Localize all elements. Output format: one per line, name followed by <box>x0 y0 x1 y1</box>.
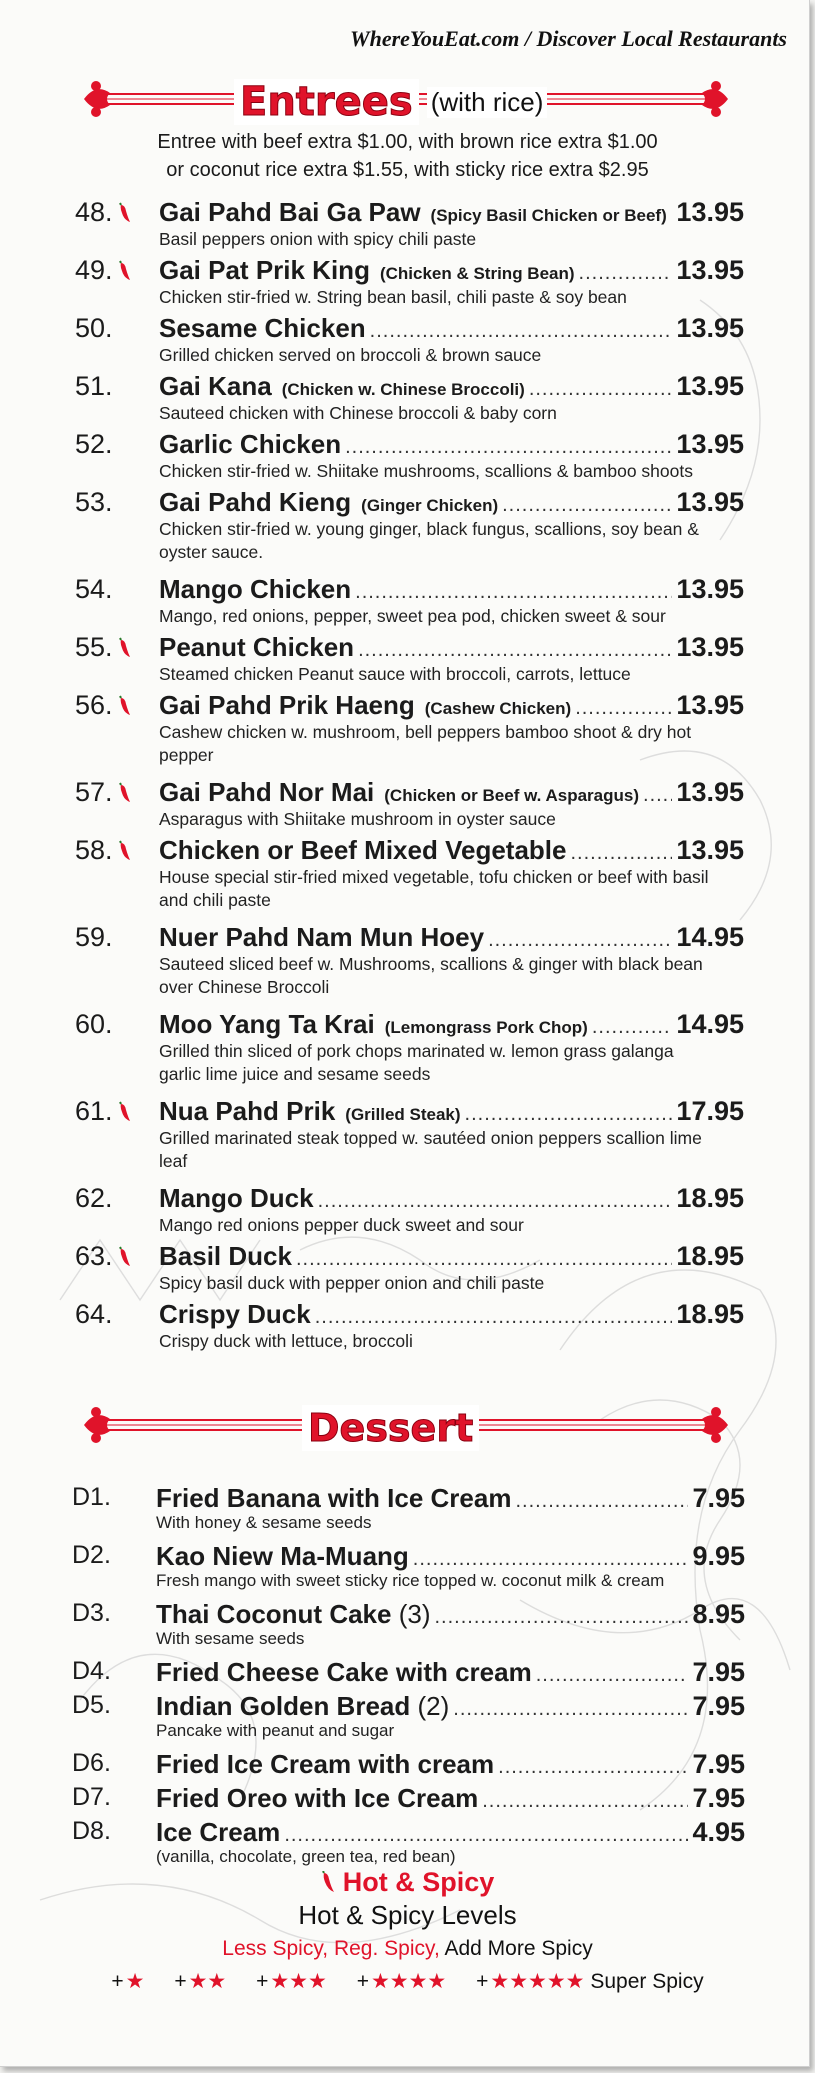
item-number: D4. <box>72 1657 111 1685</box>
item-description: Spicy basil duck with pepper onion and chili paste <box>159 1273 545 1293</box>
item-name: Fried Banana with Ice Cream <box>156 1483 512 1513</box>
item-title-line <box>159 1299 744 1330</box>
dot-leader <box>643 784 672 807</box>
item-name: Gai Pat Prik King <box>159 255 370 285</box>
dot-leader <box>315 1306 673 1329</box>
entree-list <box>0 197 810 1357</box>
item-title-line <box>159 777 744 808</box>
item-name: Gai Pahd Bai Ga Paw <box>159 197 421 227</box>
item-name: Gai Pahd Nor Mai <box>159 777 375 807</box>
star-icon: ★ <box>125 1970 145 1993</box>
item-name: Indian Golden Bread (2) <box>156 1691 450 1721</box>
item-title-line <box>159 313 744 344</box>
item-number: 54. <box>75 574 113 604</box>
item-description: Asparagus with Shiitake mushroom in oyster sauce <box>159 809 556 829</box>
item-price: 13.95 <box>676 197 744 227</box>
chili-pepper-icon <box>119 695 131 717</box>
item-number: D3. <box>72 1599 111 1627</box>
item-description: Chicken stir-fried w. Shiitake mushrooms, scallions & bamboo shoots <box>159 461 693 481</box>
item-name: Basil Duck <box>159 1241 292 1271</box>
item-title-line <box>156 1599 745 1630</box>
reg-spicy: Reg. Spicy, <box>333 1937 440 1960</box>
item-title-line <box>156 1657 745 1688</box>
menu-item[interactable] <box>0 777 810 835</box>
item-number: D5. <box>72 1691 111 1719</box>
menu-item[interactable] <box>0 1096 810 1183</box>
item-subtitle: (Spicy Basil Chicken or Beef) <box>430 206 667 225</box>
menu-item[interactable] <box>0 1299 810 1357</box>
menu-item[interactable] <box>0 1241 810 1299</box>
site-title[interactable]: WhereYouEat.com / Discover Local Restaurants <box>350 26 787 51</box>
menu-item[interactable] <box>0 922 810 1009</box>
menu-item[interactable] <box>0 690 810 777</box>
item-description: Pancake with peanut and sugar <box>156 1721 395 1740</box>
menu-item[interactable] <box>0 371 810 429</box>
item-title-line <box>159 197 744 228</box>
dot-leader <box>529 378 673 401</box>
dessert-item[interactable] <box>0 1783 810 1817</box>
item-title-line <box>156 1691 745 1722</box>
dot-leader <box>296 1248 672 1271</box>
dot-leader <box>482 1790 688 1813</box>
item-subtitle: (Grilled Steak) <box>345 1105 461 1124</box>
item-number: 59. <box>75 922 113 952</box>
chili-pepper-icon <box>119 782 131 804</box>
item-price: 18.95 <box>676 1183 744 1213</box>
item-title-line <box>156 1749 745 1780</box>
item-price: 13.95 <box>676 255 744 285</box>
item-name: Peanut Chicken <box>159 632 355 662</box>
dessert-item[interactable] <box>0 1483 810 1541</box>
item-number: D1. <box>72 1483 111 1511</box>
menu-item[interactable] <box>0 632 810 690</box>
add-more-spicy: Add More Spicy <box>444 1937 593 1960</box>
dessert-item[interactable] <box>0 1657 810 1691</box>
menu-item[interactable] <box>0 313 810 371</box>
level-3: +★★★ <box>256 1970 327 1993</box>
item-name: Chicken or Beef Mixed Vegetable <box>159 835 567 865</box>
entrees-subtitle: (with rice) <box>427 87 548 118</box>
item-description: Sauteed sliced beef w. Mushrooms, scallions & ginger with black bean over Chinese Broccoli <box>159 954 703 997</box>
star-icon: ★★★★ <box>370 1970 447 1993</box>
level-5: +★★★★★ Super Spicy <box>476 1970 704 1993</box>
hot-spicy-text: Hot & Spicy <box>342 1867 495 1897</box>
dessert-title-wrap <box>302 1396 479 1460</box>
item-number: 58. <box>75 835 113 865</box>
item-description: Basil peppers onion with spicy chili paste <box>159 229 477 249</box>
menu-item[interactable] <box>0 255 810 313</box>
menu-item[interactable] <box>0 429 810 487</box>
chili-pepper-icon <box>119 1101 131 1123</box>
menu-item[interactable] <box>0 1183 810 1241</box>
item-price: 14.95 <box>676 922 744 952</box>
item-title-line <box>159 487 744 518</box>
item-number: 62. <box>75 1183 113 1213</box>
item-name: Ice Cream <box>156 1817 281 1847</box>
dot-leader <box>358 639 672 662</box>
item-number: 57. <box>75 777 113 807</box>
item-number: D7. <box>72 1783 111 1811</box>
item-description: Sauteed chicken with Chinese broccoli & baby corn <box>159 403 557 423</box>
dot-leader <box>413 1548 689 1571</box>
item-subtitle: (Chicken or Beef w. Asparagus) <box>384 786 640 805</box>
item-name: Gai Kana <box>159 371 272 401</box>
item-price: 18.95 <box>676 1241 744 1271</box>
dot-leader <box>284 1824 688 1847</box>
dessert-item[interactable] <box>0 1541 810 1599</box>
item-number: D8. <box>72 1817 111 1845</box>
menu-item[interactable] <box>0 574 810 632</box>
dot-leader <box>318 1190 673 1213</box>
item-title-line <box>159 1183 744 1214</box>
menu-item[interactable] <box>0 1009 810 1096</box>
item-name: Sesame Chicken <box>159 313 366 343</box>
dessert-list <box>0 1483 810 1875</box>
item-price: 9.95 <box>692 1541 745 1571</box>
item-title-line <box>156 1783 745 1814</box>
item-subtitle: (Chicken & String Bean) <box>379 264 575 283</box>
item-price: 13.95 <box>676 313 744 343</box>
chili-pepper-icon <box>119 637 131 659</box>
item-price: 13.95 <box>676 632 744 662</box>
item-name: Fried Cheese Cake with cream <box>156 1657 532 1687</box>
level-4: +★★★★ <box>356 1970 447 1993</box>
item-number: 60. <box>75 1009 113 1039</box>
item-price: 4.95 <box>692 1817 745 1847</box>
item-description: Chicken stir-fried w. young ginger, black fungus, scallions, soy bean & oyster sauce. <box>159 519 699 562</box>
less-spicy: Less Spicy, <box>222 1937 329 1960</box>
item-description: With honey & sesame seeds <box>156 1513 372 1532</box>
item-description: Grilled marinated steak topped w. sautéed onion peppers scallion lime leaf <box>159 1128 702 1171</box>
item-price: 13.95 <box>676 690 744 720</box>
entrees-banner <box>76 70 736 134</box>
item-title-line <box>159 1096 744 1127</box>
item-description: Chicken stir-fried w. String bean basil, chili paste & soy bean <box>159 287 627 307</box>
item-title-line <box>159 255 744 286</box>
item-number: D6. <box>72 1749 111 1777</box>
dot-leader <box>536 1664 689 1687</box>
dot-leader <box>465 1103 673 1126</box>
menu-item[interactable] <box>0 197 810 255</box>
entree-extras-note <box>0 128 810 184</box>
item-number: D2. <box>72 1541 111 1569</box>
item-price: 7.95 <box>692 1783 745 1813</box>
item-name: Nua Pahd Prik <box>159 1096 336 1126</box>
dessert-item[interactable] <box>0 1599 810 1657</box>
item-title-line <box>159 429 744 460</box>
item-title-line <box>159 632 744 663</box>
item-price: 18.95 <box>676 1299 744 1329</box>
item-description: Mango, red onions, pepper, sweet pea pod, chicken sweet & sour <box>159 606 666 626</box>
item-price: 7.95 <box>692 1691 745 1721</box>
item-description: House special stir-fried mixed vegetable, tofu chicken or beef with basil and chili paste <box>159 867 709 910</box>
item-quantity: (3) <box>398 1599 431 1629</box>
entrees-title: Entrees <box>234 79 419 125</box>
star-icon: ★★★★★ <box>490 1970 585 1993</box>
dot-leader <box>671 204 673 227</box>
dot-leader <box>498 1756 688 1779</box>
levels-line <box>0 1937 810 1961</box>
item-title-line <box>156 1817 745 1848</box>
item-description: Crispy duck with lettuce, broccoli <box>159 1331 413 1351</box>
stars-row <box>0 1969 810 1994</box>
item-name: Thai Coconut Cake (3) <box>156 1599 431 1629</box>
chili-pepper-icon <box>321 1871 335 1893</box>
chili-pepper-icon <box>119 840 131 862</box>
dot-leader <box>570 842 672 865</box>
item-description: Fresh mango with sweet sticky rice topped w. coconut milk & cream <box>156 1571 665 1590</box>
item-number: 52. <box>75 429 113 459</box>
item-price: 13.95 <box>676 835 744 865</box>
item-price: 14.95 <box>676 1009 744 1039</box>
item-price: 7.95 <box>692 1749 745 1779</box>
item-subtitle: (Cashew Chicken) <box>424 699 572 718</box>
item-number: 50. <box>75 313 113 343</box>
dot-leader <box>502 494 672 517</box>
item-name: Nuer Pahd Nam Mun Hoey <box>159 922 485 952</box>
level-1: +★ <box>111 1970 145 1993</box>
item-number: 49. <box>75 255 113 285</box>
item-number: 53. <box>75 487 113 517</box>
chili-pepper-icon <box>119 1246 131 1268</box>
dessert-banner <box>76 1396 736 1460</box>
item-name: Kao Niew Ma-Muang <box>156 1541 409 1571</box>
dot-leader <box>435 1606 689 1629</box>
hot-spicy-label <box>0 1867 810 1898</box>
super-spicy: Super Spicy <box>590 1970 704 1993</box>
item-price: 13.95 <box>676 487 744 517</box>
item-subtitle: (Lemongrass Pork Chop) <box>384 1018 588 1037</box>
dot-leader <box>575 697 672 720</box>
item-price: 17.95 <box>676 1096 744 1126</box>
menu-item[interactable] <box>0 487 810 574</box>
star-icon: ★★ <box>188 1970 227 1993</box>
item-price: 13.95 <box>676 371 744 401</box>
item-name: Garlic Chicken <box>159 429 342 459</box>
item-name: Fried Ice Cream with cream <box>156 1749 495 1779</box>
item-title-line <box>159 574 744 605</box>
note-line: Entree with beef extra $1.00, with brown rice extra $1.00 <box>157 131 658 153</box>
item-number: 56. <box>75 690 113 720</box>
item-name: Fried Oreo with Ice Cream <box>156 1783 479 1813</box>
item-title-line <box>159 835 744 866</box>
item-description: With sesame seeds <box>156 1629 305 1648</box>
item-title-line <box>156 1541 745 1572</box>
dot-leader <box>370 320 673 343</box>
dot-leader <box>453 1698 688 1721</box>
levels-title: Hot & Spicy Levels <box>298 1900 517 1930</box>
item-description: Cashew chicken w. mushroom, bell peppers bamboo shoot & dry hot pepper <box>159 722 692 765</box>
item-title-line <box>159 690 744 721</box>
item-name: Mango Chicken <box>159 574 352 604</box>
item-name: Gai Pahd Prik Haeng <box>159 690 415 720</box>
item-title-line <box>156 1483 745 1514</box>
item-number: 55. <box>75 632 113 662</box>
dot-leader <box>515 1490 688 1513</box>
dot-leader <box>592 1016 673 1039</box>
level-2: +★★ <box>174 1970 227 1993</box>
item-price: 8.95 <box>692 1599 745 1629</box>
item-description: Grilled thin sliced of pork chops marinated w. lemon grass galanga garlic lime juice and sesame seeds <box>159 1041 674 1084</box>
item-subtitle: (Ginger Chicken) <box>361 496 499 515</box>
item-title-line <box>159 1009 744 1040</box>
item-price: 7.95 <box>692 1657 745 1687</box>
dessert-item[interactable] <box>0 1749 810 1783</box>
item-quantity: (2) <box>417 1691 450 1721</box>
item-title-line <box>159 922 744 953</box>
dessert-title: Dessert <box>302 1405 479 1451</box>
item-title-line <box>159 371 744 402</box>
item-title-line <box>159 1241 744 1272</box>
dot-leader <box>355 581 672 604</box>
item-name: Gai Pahd Kieng <box>159 487 352 517</box>
dessert-item[interactable] <box>0 1691 810 1749</box>
dot-leader <box>579 262 673 285</box>
item-description: (vanilla, chocolate, green tea, red bean) <box>156 1847 456 1866</box>
entrees-title-wrap <box>234 70 547 134</box>
dot-leader <box>488 929 672 952</box>
item-name: Moo Yang Ta Krai <box>159 1009 375 1039</box>
item-description: Steamed chicken Peanut sauce with broccoli, carrots, lettuce <box>159 664 631 684</box>
item-description: Grilled chicken served on broccoli & brown sauce <box>159 345 542 365</box>
item-price: 13.95 <box>676 777 744 807</box>
item-price: 13.95 <box>676 429 744 459</box>
chili-pepper-icon <box>119 260 131 282</box>
note-line: or coconut rice extra $1.55, with sticky rice extra $2.95 <box>166 159 649 181</box>
item-subtitle: (Chicken w. Chinese Broccoli) <box>281 380 525 399</box>
item-number: 61. <box>75 1096 113 1126</box>
item-price: 7.95 <box>692 1483 745 1513</box>
item-number: 51. <box>75 371 113 401</box>
item-number: 48. <box>75 197 113 227</box>
item-name: Crispy Duck <box>159 1299 311 1329</box>
dot-leader <box>345 436 672 459</box>
spicy-legend <box>0 1867 810 1994</box>
star-icon: ★★★ <box>270 1970 327 1993</box>
item-price: 13.95 <box>676 574 744 604</box>
item-number: 64. <box>75 1299 113 1329</box>
item-name: Mango Duck <box>159 1183 314 1213</box>
chili-pepper-icon <box>119 202 131 224</box>
item-description: Mango red onions pepper duck sweet and sour <box>159 1215 524 1235</box>
item-number: 63. <box>75 1241 113 1271</box>
menu-item[interactable] <box>0 835 810 922</box>
